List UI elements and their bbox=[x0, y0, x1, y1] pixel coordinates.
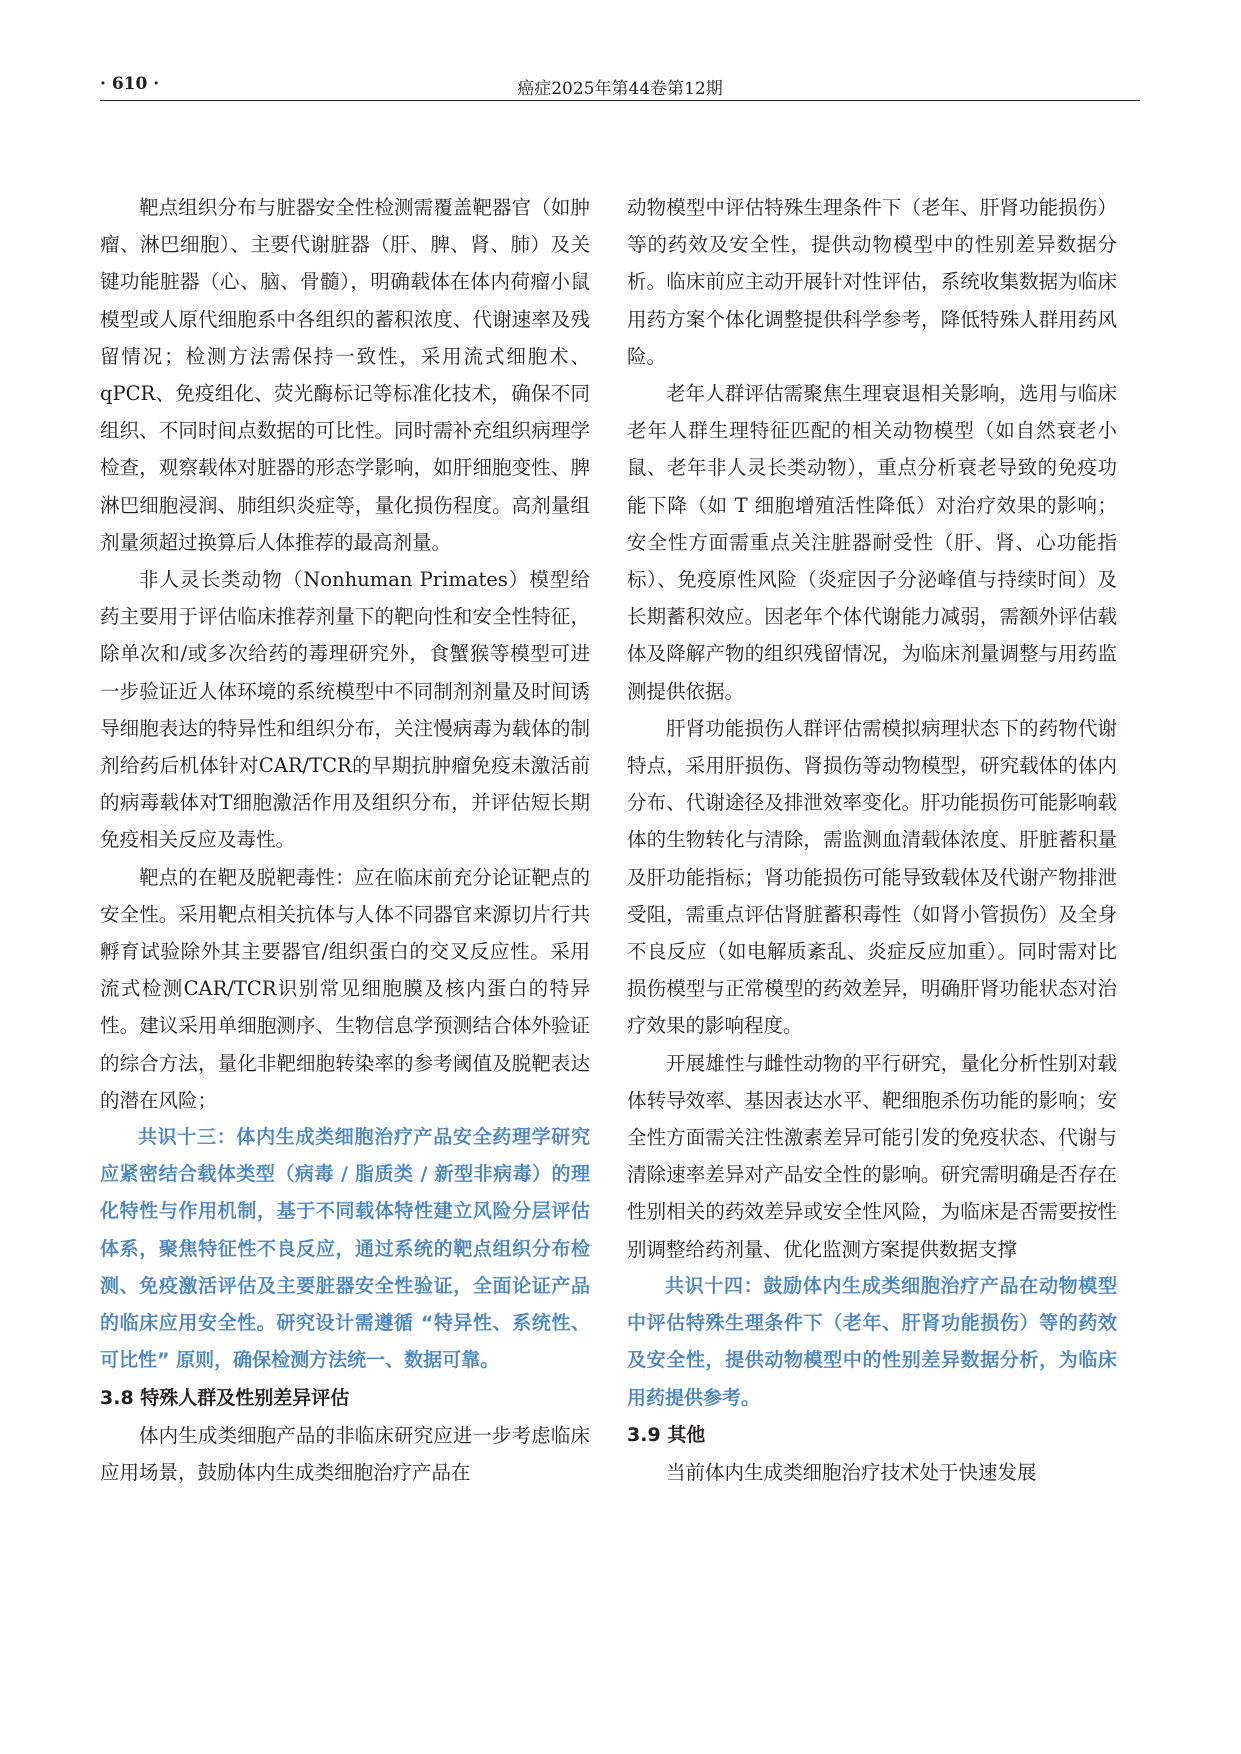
consensus-14: 共识十四：鼓励体内生成类细胞治疗产品在动物模型中评估特殊生理条件下（老年、肝肾功能损伤）等的药效及安全性，提供动物模型中的性别差异数据分析，为临床用药提供参考。 bbox=[627, 1274, 1117, 1409]
section-heading-3-8: 3.8 特殊人群及性别差异评估 bbox=[100, 1386, 350, 1409]
paragraph: 靶点的在靶及脱靶毒性：应在临床前充分论证靶点的安全性。采用靶点相关抗体与人体不同器官来源切片行共孵育试验除外其主要器官/组织蛋白的交叉反应性。采用流式检测CAR/TCR识别常见细胞膜及核内蛋白的特异性。建议采用单细胞测序、生物信息学预测结合体外验证的综合方法，量化非靶细胞转染率的参考阈值及脱靶表达的潜在风险； bbox=[100, 865, 590, 1112]
paragraph: 老年人群评估需聚焦生理衰退相关影响，选用与临床老年人群生理特征匹配的相关动物模型（如自然衰老小鼠、老年非人灵长类动物），重点分析衰老导致的免疫功能下降（如 T 细胞增殖活性降低）对治疗效果的影响；安全性方面需重点关注脏器耐受性（肝、肾、心功能指标）、免疫原性风险（炎症因子分泌峰值与持续时间）及长期蓄积效应。因老年个体代谢能力减弱，需额外评估载体及降解产物的组织残留情况，为临床剂量调整与用药监测提供依据。 bbox=[627, 382, 1117, 703]
left-column bbox=[100, 189, 590, 1491]
section-heading-3-9: 3.9 其他 bbox=[627, 1423, 706, 1446]
page-number: · 610 · bbox=[100, 74, 160, 94]
paragraph: 肝肾功能损伤人群评估需模拟病理状态下的药物代谢特点，采用肝损伤、肾损伤等动物模型，研究载体的体内分布、代谢途径及排泄效率变化。肝功能损伤可能影响载体的生物转化与清除，需监测血清载体浓度、肝脏蓄积量及肝功能指标；肾功能损伤可能导致载体及代谢产物排泄受阻，需重点评估肾脏蓄积毒性（如肾小管损伤）及全身不良反应（如电解质紊乱、炎症反应加重）。同时需对比损伤模型与正常模型的药效差异，明确肝肾功能状态对治疗效果的影响程度。 bbox=[627, 716, 1117, 1038]
running-header bbox=[100, 72, 1140, 101]
right-column bbox=[627, 189, 1117, 1491]
paragraph: 非人灵长类动物（Nonhuman Primates）模型给药主要用于评估临床推荐剂量下的靶向性和安全性特征，除单次和/或多次给药的毒理研究外，食蟹猴等模型可进一步验证近人体环境的系统模型中不同制剂剂量及时间诱导细胞表达的特异性和组织分布，关注慢病毒为载体的制剂给药后机体针对CAR/TCR的早期抗肿瘤免疫未激活前的病毒载体对T细胞激活作用及组织分布，并评估短长期免疫相关反应及毒性。 bbox=[100, 568, 590, 852]
paragraph: 当前体内生成类细胞治疗技术处于快速发展 bbox=[666, 1460, 1037, 1484]
journal-title: 癌症2025年第44卷第12期 bbox=[517, 79, 723, 99]
paragraph: 体内生成类细胞产品的非临床研究应进一步考虑临床应用场景，鼓励体内生成类细胞治疗产品在 bbox=[100, 1423, 590, 1484]
paragraph: 动物模型中评估特殊生理条件下（老年、肝肾功能损伤）等的药效及安全性，提供动物模型中的性别差异数据分析。临床前应主动开展针对性评估，系统收集数据为临床用药方案个体化调整提供科学参考，降低特殊人群用药风险。 bbox=[627, 196, 1117, 368]
consensus-13: 共识十三：体内生成类细胞治疗产品安全药理学研究应紧密结合载体类型（病毒 / 脂质类 / 新型非病毒）的理化特性与作用机制，基于不同载体特性建立风险分层评估体系，聚焦特征性不良反应，通过系统的靶点组织分布检测、免疫激活评估及主要脏器安全性验证，全面论证产品的临床应用安全性。研究设计需遵循 “特异性、系统性、可比性” 原则，确保检测方法统一、数据可靠。 bbox=[100, 1126, 590, 1372]
paragraph: 靶点组织分布与脏器安全性检测需覆盖靶器官（如肿瘤、淋巴细胞）、主要代谢脏器（肝、脾、肾、肺）及关键功能脏器（心、脑、骨髓），明确载体在体内荷瘤小鼠模型或人原代细胞系中各组织的蓄积浓度、代谢速率及残留情况；检测方法需保持一致性，采用流式细胞术、qPCR、免疫组化、荧光酶标记等标准化技术，确保不同组织、不同时间点数据的可比性。同时需补充组织病理学检查，观察载体对脏器的形态学影响，如肝细胞变性、脾淋巴细胞浸润、肺组织炎症等，量化损伤程度。高剂量组剂量须超过换算后人体推荐的最高剂量。 bbox=[100, 196, 590, 554]
paragraph: 开展雄性与雌性动物的平行研究，量化分析性别对载体转导效率、基因表达水平、靶细胞杀伤功能的影响；安全性方面需关注性激素差异可能引发的免疫状态、代谢与清除速率差异对产品安全性的影响。研究需明确是否存在性别相关的药效差异或安全性风险，为临床是否需要按性别调整给药剂量、优化监测方案提供数据支撑 bbox=[627, 1051, 1117, 1261]
